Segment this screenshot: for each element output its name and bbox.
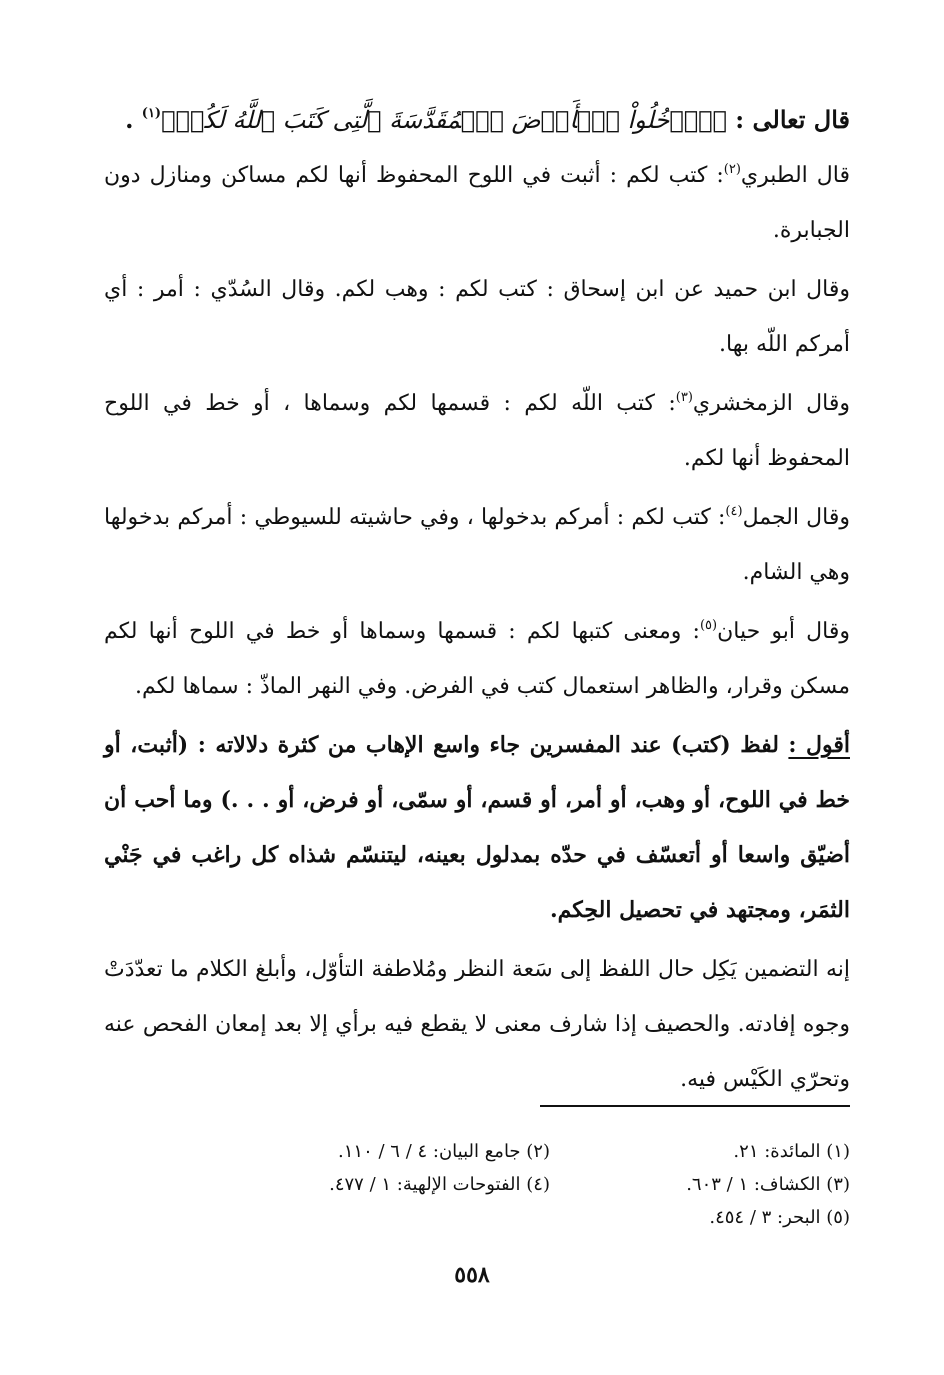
zamakhshari-text: : كتب اللّه لكم : قسمها لكم وسماها ، أو خط في اللوح المحفوظ أنها لكم. (104, 391, 850, 471)
footnote-separator (540, 1105, 850, 1107)
paragraph-quran-verse (104, 92, 850, 148)
footnote-ref-4: (٤) (725, 504, 743, 519)
footnote-ref-3: (٣) (675, 390, 693, 405)
footnotes (130, 1135, 850, 1234)
verse-tail: . (125, 105, 142, 134)
abu-hayyan-text: : ومعنى كتبها لكم : قسمها وسماها أو خط في اللوح أنها لكم مسكن وقرار، والظاهر استعمال كتب في الفرض. وفي النهر الماذّ : سماها لكم. (104, 619, 850, 699)
jamal-text: : كتب لكم : أمركم بدخولها ، وفي حاشيته للسيوطي : أمركم بدخولها وهي الشام. (104, 505, 850, 585)
footnote-5: (٥) البحر: ٣ / ٤٥٤. (709, 1207, 850, 1228)
paragraph-tabari (104, 148, 850, 258)
paragraph-abu-hayyan (104, 604, 850, 714)
footnote-2: (٢) جامع البيان: ٤ / ٦ / ١١٠. (338, 1141, 550, 1162)
tabari-lead: قال الطبري (740, 163, 850, 188)
footnote-ref-5: (٥) (699, 618, 718, 633)
zamakhshari-lead: وقال الزمخشري (692, 391, 850, 416)
footnote-ref-1: (١) (141, 106, 162, 121)
quran-quote: ﴿ٱدۡخُلُواْ ٱلۡأَرۡضَ ٱلۡمُقَدَّسَةَ ٱلَّتِى كَتَبَ ٱللَّهُ لَكُمۡ﴾ (161, 106, 727, 134)
paragraph-aqul (104, 718, 850, 938)
tabari-text: : كتب لكم : أثبت في اللوح المحفوظ أنها لكم مساكن ومنازل دون الجبابرة. (104, 163, 850, 243)
footnote-row (130, 1201, 850, 1234)
footnote-1: (١) المائدة: ٢١. (733, 1141, 850, 1162)
paragraph-zamakhshari (104, 376, 850, 486)
footnote-row (130, 1168, 850, 1201)
jamal-lead: وقال الجمل (742, 505, 850, 530)
paragraph-ibn-humaid: وقال ابن حميد عن ابن إسحاق : كتب لكم : وهب لكم. وقال السُدّي : أمر : أي أمركم اللّه بها. (104, 277, 850, 357)
aqul-text: لفظ (كتب) عند المفسرين جاء واسع الإهاب من كثرة دلالاته : (أثبت، أو خط في اللوح، أو وهب، أو أمر، أو قسم، أو سمّى، أو فرض، أو . . .) وما أحب أن أضيّق واسعا أو أتعسّف في حدّه بمدلول بعينه، ليتنسّم شذاه كل راغب في جَنْي الثمَر، ومجتهد في تحصيل الحِكم. (104, 732, 850, 923)
abu-hayyan-lead: وقال أبو حيان (717, 619, 850, 644)
page-number: ٥٥٨ (454, 1262, 490, 1288)
paragraph-tadmin: إنه التضمين يَكِل حال اللفظ إلى سَعة النظر ومُلاطفة التأوّل، وأبلغ الكلام ما تعدّدَتْ وجوه إفادته. والحصيف إذا شارف معنى لا يقطع فيه برأي إلا بعد إمعان الفحص عنه وتحرّي الكَيْس فيه. (104, 957, 850, 1092)
footnote-ref-2: (٢) (723, 162, 741, 177)
verse-intro: قال تعالى : (726, 105, 850, 134)
footnote-3: (٣) الكشاف: ١ / ٦٠٣. (686, 1174, 850, 1195)
paragraph-jamal (104, 490, 850, 600)
main-text (104, 92, 850, 1111)
aqul-label: أقول : (788, 732, 850, 758)
footnote-4: (٤) الفتوحات الإلهية: ١ / ٤٧٧. (329, 1174, 550, 1195)
footnote-row (130, 1135, 850, 1168)
